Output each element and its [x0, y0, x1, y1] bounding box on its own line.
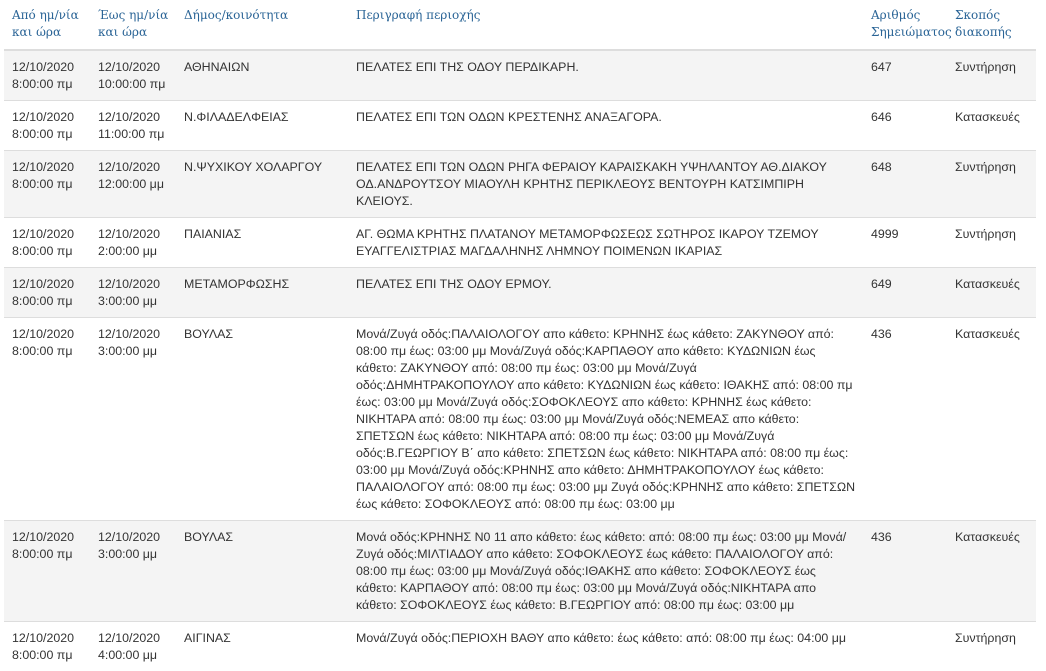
to-date: 12/10/2020: [98, 529, 170, 546]
to-time: 2:00:00 μμ: [98, 243, 170, 260]
header-to-line2: και ώρα: [98, 24, 170, 41]
header-purpose-line1: Σκοπός: [955, 7, 1030, 24]
cell-notice-number: 646: [863, 101, 947, 151]
from-time: 8:00:00 πμ: [12, 546, 84, 563]
from-time: 8:00:00 πμ: [12, 176, 84, 193]
from-time: 8:00:00 πμ: [12, 293, 84, 310]
table-row: [4, 318, 1036, 521]
to-time: 10:00:00 πμ: [98, 76, 170, 93]
to-date: 12/10/2020: [98, 109, 170, 126]
outages-table: [4, 0, 1036, 671]
cell-description: Μονά/Ζυγά οδός:ΠΑΛΑΙΟΛΟΓΟΥ απο κάθετο: ΚΡΗΝΗΣ έως κάθετο: ΖΑΚΥΝΘΟΥ από: 08:00 πμ έως: 03:00 μμ Μονά/Ζυγά οδός:ΚΑΡΠΑΘΟΥ απο κάθετο: ΚΥΔΩΝΙΩΝ έως κάθετο: ΖΑΚΥΝΘΟΥ από: 08:00 πμ έως: 03:00 μμ Μονά/Ζυγά οδός:ΔΗΜΗΤΡΑΚΟΠΟΥΛΟΥ απο κάθετο: ΚΥΔΩΝΙΩΝ έως κάθετο: ΙΘΑΚΗΣ από: 08:00 πμ έως: 03:00 μμ Μονά/Ζυγά οδός:ΣΟΦΟΚΛΕΟΥΣ απο κάθετο: ΚΡΗΝΗΣ έως κάθετο: ΝΙΚΗΤΑΡΑ από: 08:00 πμ έως: 03:00 μμ Μονά/Ζυγά οδός:ΝΕΜΕΑΣ απο κάθετο: ΣΠΕΤΣΩΝ έως κάθετο: ΝΙΚΗΤΑΡΑ από: 08:00 πμ έως: 03:00 μμ Μονά/Ζυγά οδός:Β.ΓΕΩΡΓΙΟΥ Β΄ απο κάθετο: ΣΠΕΤΣΩΝ έως κάθετο: ΝΙΚΗΤΑΡΑ από: 08:00 πμ έως: 03:00 μμ Μονά/Ζυγά οδός:ΚΡΗΝΗΣ απο κάθετο: ΔΗΜΗΤΡΑΚΟΠΟΥΛΟΥ έως κάθετο: ΠΑΛΑΙΟΛΟΓΟΥ από: 08:00 πμ έως: 03:00 μμ Ζυγά οδός:ΚΡΗΝΗΣ απο κάθετο: ΣΠΕΤΣΩΝ έως κάθετο: ΣΟΦΟΚΛΕΟΥΣ από: 08:00 πμ έως: 03:00 μμ: [348, 318, 863, 521]
header-municipality[interactable]: [176, 0, 348, 50]
cell-to: [90, 622, 176, 671]
cell-to: [90, 151, 176, 218]
to-time: 4:00:00 μμ: [98, 647, 170, 664]
cell-description: ΠΕΛΑΤΕΣ ΕΠΙ ΤΩΝ ΟΔΩΝ ΚΡΕΣΤΕΝΗΣ ΑΝΑΞΑΓΟΡΑ.: [348, 101, 863, 151]
cell-from: [4, 218, 90, 268]
table-row: [4, 622, 1036, 671]
cell-notice-number: 436: [863, 521, 947, 622]
to-date: 12/10/2020: [98, 226, 170, 243]
from-date: 12/10/2020: [12, 59, 84, 76]
cell-to: [90, 101, 176, 151]
table-row: [4, 218, 1036, 268]
cell-municipality: Ν.ΨΥΧΙΚΟΥ ΧΟΛΑΡΓΟΥ: [176, 151, 348, 218]
cell-description: ΠΕΛΑΤΕΣ ΕΠΙ ΤΩΝ ΟΔΩΝ ΡΗΓΑ ΦΕΡΑΙΟΥ ΚΑΡΑΙΣΚΑΚΗ ΥΨΗΛΑΝΤΟΥ ΑΘ.ΔΙΑΚΟΥ ΟΔ.ΑΝΔΡΟΥΤΣΟΥ ΜΙΑΟΥΛΗ ΚΡΗΤΗΣ ΠΕΡΙΚΛΕΟΥΣ ΒΕΝΤΟΥΡΗ ΚΑΤΣΙΜΠΙΡΗ ΚΛΕΙΟΥΣ.: [348, 151, 863, 218]
header-description[interactable]: [348, 0, 863, 50]
header-from-line2: και ώρα: [12, 24, 84, 41]
cell-from: [4, 151, 90, 218]
from-time: 8:00:00 πμ: [12, 647, 84, 664]
from-date: 12/10/2020: [12, 326, 84, 343]
from-time: 8:00:00 πμ: [12, 243, 84, 260]
cell-to: [90, 521, 176, 622]
from-date: 12/10/2020: [12, 630, 84, 647]
table-row: [4, 521, 1036, 622]
cell-to: [90, 50, 176, 101]
from-time: 8:00:00 πμ: [12, 76, 84, 93]
to-time: 3:00:00 μμ: [98, 546, 170, 563]
table-row: [4, 268, 1036, 318]
from-time: 8:00:00 πμ: [12, 126, 84, 143]
cell-description: Μονά/Ζυγά οδός:ΠΕΡΙΟΧΗ ΒΑΘΥ απο κάθετο: έως κάθετο: από: 08:00 πμ έως: 04:00 μμ: [348, 622, 863, 671]
cell-description: ΠΕΛΑΤΕΣ ΕΠΙ ΤΗΣ ΟΔΟΥ ΕΡΜΟΥ.: [348, 268, 863, 318]
to-date: 12/10/2020: [98, 159, 170, 176]
cell-to: [90, 318, 176, 521]
to-date: 12/10/2020: [98, 276, 170, 293]
cell-from: [4, 521, 90, 622]
to-time: 3:00:00 μμ: [98, 293, 170, 310]
table-row: [4, 50, 1036, 101]
cell-purpose: Κατασκευές: [947, 521, 1036, 622]
cell-municipality: ΑΘΗΝΑΙΩΝ: [176, 50, 348, 101]
cell-purpose: Συντήρηση: [947, 151, 1036, 218]
table-row: [4, 101, 1036, 151]
to-time: 3:00:00 μμ: [98, 343, 170, 360]
header-from-line1: Από ημ/νία: [12, 7, 84, 24]
header-purpose[interactable]: [947, 0, 1036, 50]
cell-purpose: Κατασκευές: [947, 318, 1036, 521]
header-to[interactable]: [90, 0, 176, 50]
to-date: 12/10/2020: [98, 630, 170, 647]
cell-notice-number: [863, 622, 947, 671]
to-time: 11:00:00 πμ: [98, 126, 170, 143]
cell-purpose: Κατασκευές: [947, 101, 1036, 151]
cell-purpose: Συντήρηση: [947, 218, 1036, 268]
cell-notice-number: 647: [863, 50, 947, 101]
cell-notice-number: 4999: [863, 218, 947, 268]
cell-from: [4, 622, 90, 671]
cell-municipality: ΑΙΓΙΝΑΣ: [176, 622, 348, 671]
cell-from: [4, 50, 90, 101]
from-date: 12/10/2020: [12, 276, 84, 293]
header-notice-line1: Αριθμός: [871, 7, 941, 24]
header-description-label: Περιγραφή περιοχής: [356, 8, 480, 22]
table-row: [4, 151, 1036, 218]
cell-notice-number: 649: [863, 268, 947, 318]
from-time: 8:00:00 πμ: [12, 343, 84, 360]
cell-description: Μονά οδός:ΚΡΗΝΗΣ Ν0 11 απο κάθετο: έως κάθετο: από: 08:00 πμ έως: 03:00 μμ Μονά/Ζυγά οδός:ΜΙΛΤΙΑΔΟΥ απο κάθετο: ΣΟΦΟΚΛΕΟΥΣ έως κάθετο: ΠΑΛΑΙΟΛΟΓΟΥ από: 08:00 πμ έως: 03:00 μμ Μονά/Ζυγά οδός:ΙΘΑΚΗΣ απο κάθετο: ΣΟΦΟΚΛΕΟΥΣ έως κάθετο: ΚΑΡΠΑΘΟΥ από: 08:00 πμ έως: 03:00 μμ Μονά/Ζυγά οδός:ΝΙΚΗΤΑΡΑ απο κάθετο: ΣΟΦΟΚΛΕΟΥΣ έως κάθετο: Β.ΓΕΩΡΓΙΟΥ από: 08:00 πμ έως: 03:00 μμ: [348, 521, 863, 622]
cell-to: [90, 218, 176, 268]
cell-purpose: Συντήρηση: [947, 50, 1036, 101]
cell-description: ΠΕΛΑΤΕΣ ΕΠΙ ΤΗΣ ΟΔΟΥ ΠΕΡΔΙΚΑΡΗ.: [348, 50, 863, 101]
cell-from: [4, 101, 90, 151]
cell-notice-number: 648: [863, 151, 947, 218]
from-date: 12/10/2020: [12, 529, 84, 546]
from-date: 12/10/2020: [12, 159, 84, 176]
header-purpose-line2: διακοπής: [955, 24, 1030, 41]
header-municipality-label: Δήμος/κοινότητα: [184, 8, 288, 22]
cell-description: ΑΓ. ΘΩΜΑ ΚΡΗΤΗΣ ΠΛΑΤΑΝΟΥ ΜΕΤΑΜΟΡΦΩΣΕΩΣ ΣΩΤΗΡΟΣ ΙΚΑΡΟΥ ΤΖΕΜΟΥ ΕΥΑΓΓΕΛΙΣΤΡΙΑΣ ΜΑΓΔΑΛΗΝΗΣ ΛΗΜΝΟΥ ΠΟΙΜΕΝΩΝ ΙΚΑΡΙΑΣ: [348, 218, 863, 268]
to-date: 12/10/2020: [98, 59, 170, 76]
cell-from: [4, 318, 90, 521]
cell-municipality: ΒΟΥΛΑΣ: [176, 318, 348, 521]
table-header-row: [4, 0, 1036, 50]
cell-municipality: ΜΕΤΑΜΟΡΦΩΣΗΣ: [176, 268, 348, 318]
cell-municipality: Ν.ΦΙΛΑΔΕΛΦΕΙΑΣ: [176, 101, 348, 151]
to-date: 12/10/2020: [98, 326, 170, 343]
cell-purpose: Κατασκευές: [947, 268, 1036, 318]
to-time: 12:00:00 μμ: [98, 176, 170, 193]
header-from[interactable]: [4, 0, 90, 50]
cell-municipality: ΒΟΥΛΑΣ: [176, 521, 348, 622]
header-to-line1: Έως ημ/νία: [98, 7, 170, 24]
cell-municipality: ΠΑΙΑΝΙΑΣ: [176, 218, 348, 268]
cell-to: [90, 268, 176, 318]
cell-purpose: Συντήρηση: [947, 622, 1036, 671]
from-date: 12/10/2020: [12, 109, 84, 126]
from-date: 12/10/2020: [12, 226, 84, 243]
cell-notice-number: 436: [863, 318, 947, 521]
cell-from: [4, 268, 90, 318]
header-notice-number[interactable]: [863, 0, 947, 50]
header-notice-line2: Σημειώματος: [871, 24, 941, 41]
